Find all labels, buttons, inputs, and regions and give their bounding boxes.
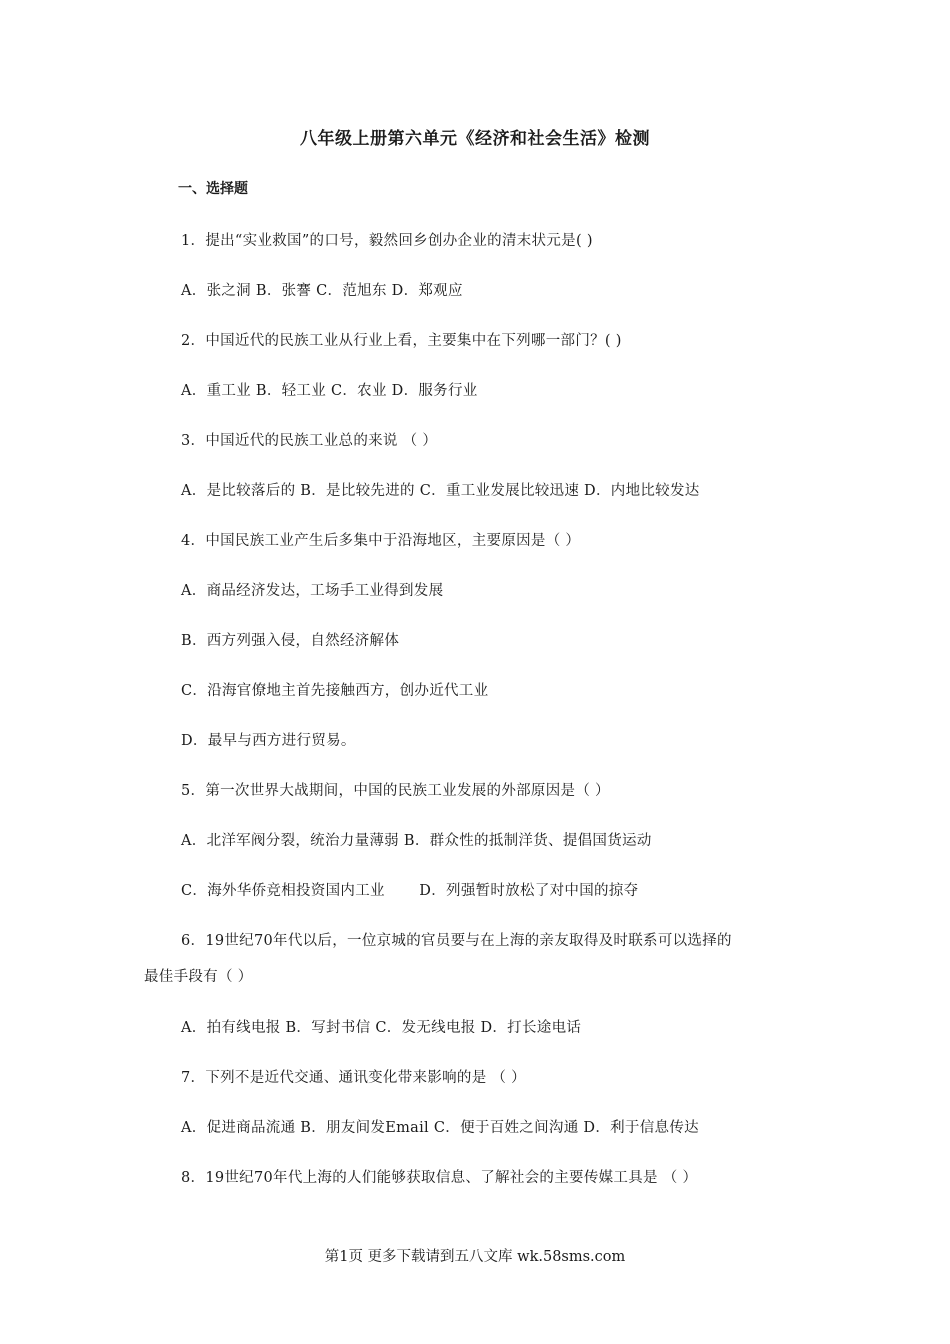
option-4c: C．沿海官僚地主首先接触西方，创办近代工业	[181, 683, 489, 699]
options-6: A．拍有线电报 B．写封书信 C．发无线电报 D．打长途电话	[181, 1020, 582, 1036]
question-3: 3．中国近代的民族工业总的来说 （ ）	[181, 433, 438, 449]
options-2: A．重工业 B．轻工业 C．农业 D．服务行业	[181, 383, 478, 399]
options-7: A．促进商品流通 B．朋友间发Email C．便于百姓之间沟通 D．利于信息传达	[181, 1120, 699, 1136]
option-4d: D．最早与西方进行贸易。	[181, 733, 356, 749]
option-4a: A．商品经济发达，工场手工业得到发展	[181, 583, 444, 599]
question-8: 8．19世纪70年代上海的人们能够获取信息、了解社会的主要传媒工具是 （ ）	[181, 1170, 698, 1186]
question-2: 2．中国近代的民族工业从行业上看，主要集中在下列哪一部门？( )	[181, 333, 622, 349]
page-title: 八年级上册第六单元《经济和社会生活》检测	[300, 129, 650, 149]
options-5-ab: A．北洋军阀分裂，统治力量薄弱 B．群众性的抵制洋货、提倡国货运动	[181, 833, 652, 849]
question-7: 7．下列不是近代交通、通讯变化带来影响的是 （ ）	[181, 1070, 526, 1086]
question-6-continued: 最佳手段有（ ）	[144, 969, 253, 985]
option-4b: B．西方列强入侵，自然经济解体	[181, 633, 400, 649]
question-5: 5．第一次世界大战期间，中国的民族工业发展的外部原因是（ ）	[181, 783, 610, 799]
question-1: 1．提出“实业救国”的口号，毅然回乡创办企业的清末状元是( )	[181, 233, 593, 249]
question-6: 6．19世纪70年代以后，一位京城的官员要与在上海的亲友取得及时联系可以选择的	[181, 933, 732, 949]
page-footer: 第1页 更多下载请到五八文库 wk.58sms.com	[324, 1249, 626, 1265]
options-5-cd: C．海外华侨竞相投资国内工业 D．列强暂时放松了对中国的掠夺	[181, 883, 639, 899]
question-4: 4．中国民族工业产生后多集中于沿海地区，主要原因是（ ）	[181, 533, 581, 549]
options-3: A．是比较落后的 B．是比较先进的 C．重工业发展比较迅速 D．内地比较发达	[181, 483, 700, 499]
options-1: A．张之洞 B．张謇 C．范旭东 D．郑观应	[181, 283, 463, 299]
section-heading: 一、选择题	[178, 181, 248, 197]
